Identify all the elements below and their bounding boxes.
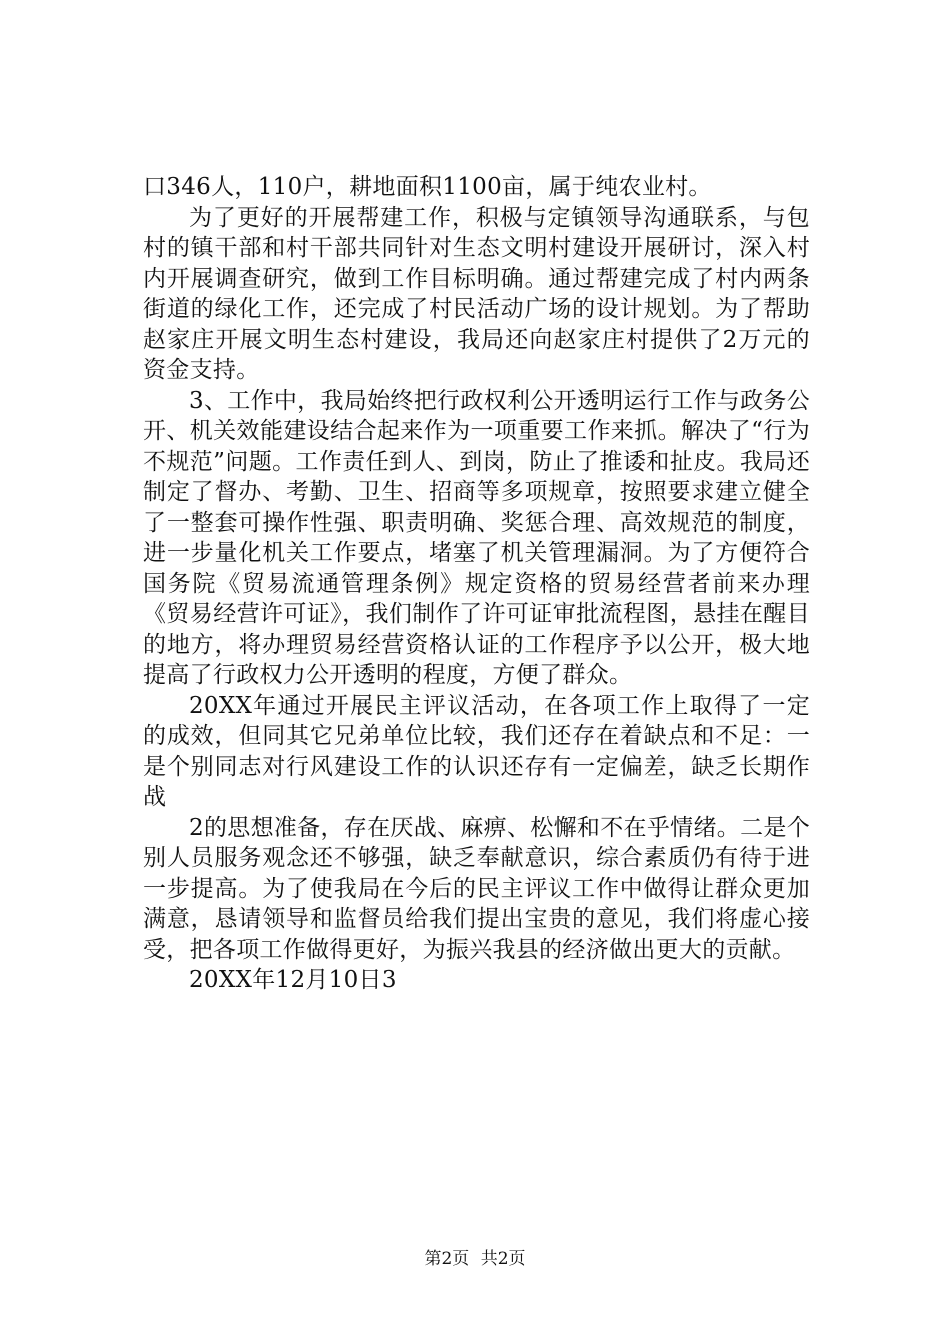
page-number: 第2页 xyxy=(424,1249,470,1269)
paragraph-transparency: 3、工作中，我局始终把行政权利公开透明运行工作与政务公开、机关效能建设结合起来作为一项重要工作来抓。解决了“行为不规范”问题。工作责任到人、到岗，防止了推诿和扯皮。我局还制定了督办、考勤、卫生、招商等多项规章，按照要求建立健全了一整套可操作性强、职责明确、奖惩合理、高效规范的制度，进一步量化机关工作要点，堵塞了机关管理漏洞。为了方便符合国务院《贸易流通管理条例》规定资格的贸易经营者前来办理《贸易经营许可证》，我们制作了许可证审批流程图，悬挂在醒目的地方，将办理贸易经营资格认证的工作程序予以公开，极大地提高了行政权力公开透明的程度，方便了群众。 xyxy=(143,387,810,688)
page-total: 共2页 xyxy=(480,1249,526,1269)
paragraph-population: 口346人，110户，耕地面积1100亩，属于纯农业村。 xyxy=(143,174,712,200)
paragraph-improvement: 2的思想准备，存在厌战、麻痹、松懈和不在乎情绪。二是个别人员服务观念还不够强，缺乏奉献意识，综合素质仍有待于进一步提高。为了使我局在今后的民主评议工作中做得让群众更加满意，恳请领导和监督员给我们提出宝贵的意见，我们将虚心接受，把各项工作做得更好，为振兴我县的经济做出更大的贡献。 xyxy=(143,814,810,963)
page-footer xyxy=(0,1244,950,1269)
document-body xyxy=(143,172,810,996)
paragraph-assistance: 为了更好的开展帮建工作，积极与定镇领导沟通联系，与包村的镇干部和村干部共同针对生态文明村建设开展研讨，深入村内开展调查研究，做到工作目标明确。通过帮建完成了村内两条街道的绿化工作，还完成了村民活动广场的设计规划。为了帮助赵家庄开展文明生态村建设，我局还向赵家庄村提供了2万元的资金支持。 xyxy=(143,204,810,383)
paragraph-date: 20XX年12月10日3 xyxy=(189,967,397,993)
paragraph-shortcomings: 20XX年通过开展民主评议活动，在各项工作上取得了一定的成效，但同其它兄弟单位比较，我们还存在着缺点和不足：一是个别同志对行风建设工作的认识还存有一定偏差，缺乏长期作战 xyxy=(143,692,810,810)
